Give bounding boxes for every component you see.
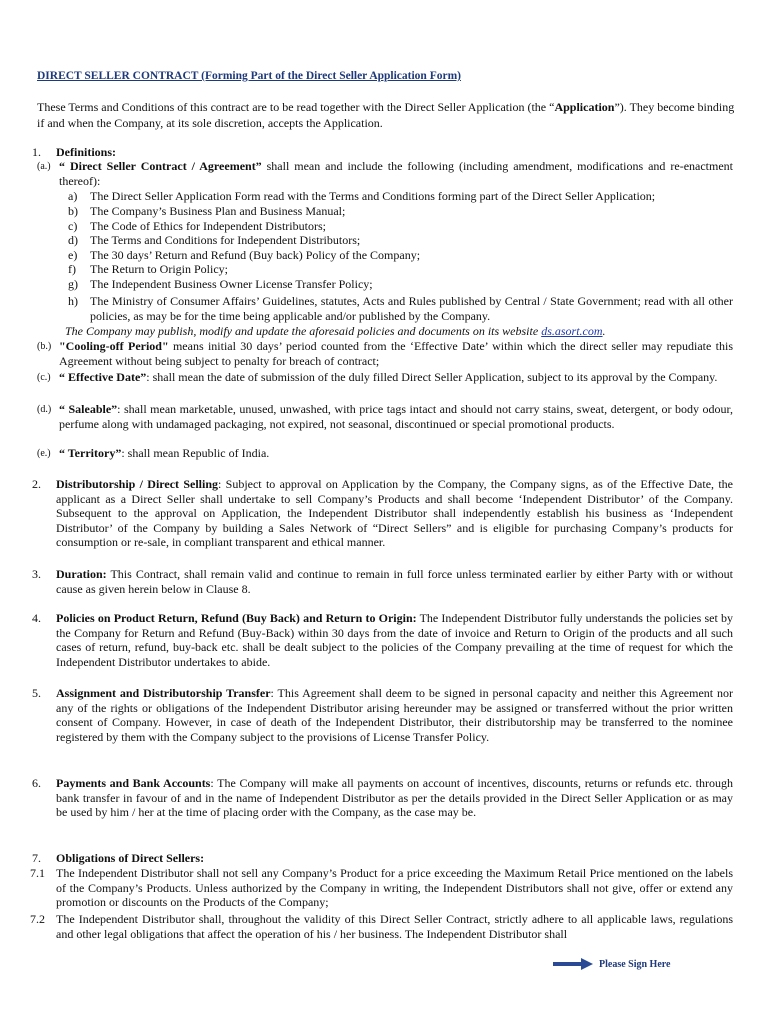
section-7-heading bbox=[56, 851, 204, 866]
section-3-heading: Duration: bbox=[56, 567, 107, 581]
section-2-text: : Subject to approval on Application by the Company, the Company signs, as of the Effective Date, the applicant as a Direct Seller shall undertake to sell Company’s Products and shall become ‘Independent Distributor’ of the Company. Subsequent to the approval on Application, the Independent Distributor shall independently establish his business as ‘Independent Distributor’ of the Company by building a Sales Network of “Direct Sellers” and is eligible for purchasing Company’s products for consumption or re-sale, in compliant transparent and ethical manner. bbox=[56, 477, 733, 550]
def-e-text: : shall mean Republic of India. bbox=[121, 446, 270, 460]
policies-note bbox=[65, 324, 735, 339]
section-4-number: 4. bbox=[32, 611, 41, 625]
section-3-text: This Contract, shall remain valid and continue to remain in full force unless terminated earlier by either Party with or without cause as given herein below in Clause 8. bbox=[56, 567, 733, 596]
def-b-marker: (b.) bbox=[37, 341, 52, 352]
intro-paragraph bbox=[37, 99, 737, 131]
list-item-marker: h) bbox=[68, 294, 78, 308]
section-2-number: 2. bbox=[32, 477, 41, 491]
list-item: The 30 days’ Return and Refund (Buy back) Policy of the Company; bbox=[90, 248, 421, 262]
def-c bbox=[59, 370, 733, 385]
def-b bbox=[59, 339, 733, 368]
section-4-paragraph bbox=[56, 611, 733, 669]
def-d-text: : shall mean marketable, unused, unwashed, with price tags intact and should not carry stains, sweat, detergent, or body odour, perfume along with undamaged packaging, not expired, not seasonal, discontinued or special promotional products. bbox=[59, 402, 733, 431]
list-item: The Ministry of Consumer Affairs’ Guidelines, statutes, Acts and Rules published by Central / State Government; read with all other policies, as may be for the time being applicable and/or published by the Company. bbox=[90, 294, 733, 323]
section-2-heading: Distributorship / Direct Selling bbox=[56, 477, 219, 491]
policies-note-end: . bbox=[602, 324, 606, 338]
def-d-term: “ Saleable” bbox=[59, 402, 118, 416]
section-6-paragraph bbox=[56, 776, 733, 820]
section-5-heading: Assignment and Distributorship Transfer bbox=[56, 686, 271, 700]
def-b-text: means initial 30 days’ period counted from the ‘Effective Date’ within which the direct seller may repudiate this Agreement without being subject to penalty for breach of contract; bbox=[59, 339, 733, 368]
list-item: The Company’s Business Plan and Business Manual; bbox=[90, 204, 346, 218]
section-5-text: : This Agreement shall deem to be signed in personal capacity and neither this Agreement nor any of the rights or obligations of the Independent Distributor arising hereunder may be assigned or transferred without the prior written consent of Company. However, in case of death of the Independent Distributor, their distributorship may be transferred to the nominee registered by them with the Company subject to the provisions of License Transfer Policy. bbox=[56, 686, 733, 744]
clause-7-2-number: 7.2 bbox=[30, 912, 45, 926]
intro-bold-term: Application bbox=[554, 100, 615, 114]
contract-title: DIRECT SELLER CONTRACT (Forming Part of the Direct Seller Application Form) bbox=[37, 70, 461, 82]
def-a-text: shall mean and include the following (including amendment, modifications and re-enactment thereof): bbox=[59, 159, 733, 188]
sign-here-label: Please Sign Here bbox=[599, 958, 671, 970]
website-link[interactable]: ds.asort.com bbox=[541, 324, 603, 338]
sign-here-indicator bbox=[553, 957, 670, 971]
intro-text-end: ”). They become binding if and when the Company, at its sole discretion, accepts the Application. bbox=[37, 100, 735, 130]
def-c-text: : shall mean the date of submission of the duly filled Direct Seller Application, subject to its approval by the Company. bbox=[146, 370, 718, 384]
def-e-marker: (e.) bbox=[37, 448, 51, 459]
list-item: The Independent Business Owner License Transfer Policy; bbox=[90, 277, 373, 291]
intro-text: These Terms and Conditions of this contract are to be read together with the Direct Seller Application (the “ bbox=[37, 100, 555, 114]
def-e-term: “ Territory” bbox=[59, 446, 122, 460]
def-c-term: “ Effective Date” bbox=[59, 370, 147, 384]
section-1-number: 1. bbox=[32, 145, 41, 159]
list-item-marker: d) bbox=[68, 233, 78, 247]
section-1-heading bbox=[56, 145, 116, 160]
list-item-marker: e) bbox=[68, 248, 78, 262]
clause-7-1: The Independent Distributor shall not sell any Company’s Product for a price exceeding the Maximum Retail Price mentioned on the labels of the Company’s Products. Unless authorized by the Company in writing, the Independent Distributors shall not give, offer or extend any promotion or discounts on the Products of the Company; bbox=[56, 866, 733, 910]
list-item-marker: g) bbox=[68, 277, 78, 291]
def-a bbox=[59, 159, 733, 188]
section-4-heading: Policies on Product Return, Refund (Buy Back) and Return to Origin: bbox=[56, 611, 417, 625]
def-a-marker: (a.) bbox=[37, 161, 51, 172]
section-6-heading: Payments and Bank Accounts bbox=[56, 776, 211, 790]
list-item-marker: a) bbox=[68, 189, 78, 203]
def-d bbox=[59, 402, 733, 431]
section-2-paragraph bbox=[56, 477, 733, 550]
def-c-marker: (c.) bbox=[37, 372, 51, 383]
clause-7-2: The Independent Distributor shall, throughout the validity of this Direct Seller Contract, strictly adhere to all applicable laws, regulations and other legal obligations that affect the operation of his / her business. The Independent Distributor shall bbox=[56, 912, 733, 941]
def-e bbox=[59, 446, 733, 461]
section-7-number: 7. bbox=[32, 851, 41, 865]
section-1-heading-text: Definitions: bbox=[56, 145, 116, 159]
section-5-paragraph bbox=[56, 686, 733, 744]
list-item-marker: f) bbox=[68, 262, 76, 276]
section-4-text: The Independent Distributor fully understands the policies set by the Company for Return and Refund (Buy-Back) within 30 days from the date of invoice and Return to Origin of the products and all such cases of return, refund, buy-back etc. shall be dealt subject to the policies of the Company prevailing at the time of request for which the Independent Distributor undertakes to abide. bbox=[56, 611, 733, 669]
list-item: The Return to Origin Policy; bbox=[90, 262, 228, 276]
list-item: The Code of Ethics for Independent Distributors; bbox=[90, 219, 326, 233]
list-item: The Terms and Conditions for Independent Distributors; bbox=[90, 233, 361, 247]
def-a-term: “ Direct Seller Contract / Agreement” bbox=[59, 159, 262, 173]
list-item-marker: b) bbox=[68, 204, 78, 218]
def-b-term: "Cooling-off Period" bbox=[59, 339, 169, 353]
section-3-number: 3. bbox=[32, 567, 41, 581]
clause-7-1-number: 7.1 bbox=[30, 866, 45, 880]
section-7-heading-text: Obligations of Direct Sellers: bbox=[56, 851, 205, 865]
list-item-marker: c) bbox=[68, 219, 78, 233]
section-6-text: : The Company will make all payments on account of incentives, discounts, returns or refunds etc. through bank transfer in favour of and in the name of Independent Distributor as per the details provided in the Direct Seller Application or as may be used by him / her at the time of placing order with the Company, as the case may be. bbox=[56, 776, 733, 820]
policies-note-text: The Company may publish, modify and update the aforesaid policies and documents on its website bbox=[65, 324, 542, 338]
section-6-number: 6. bbox=[32, 776, 41, 790]
arrow-right-icon bbox=[553, 957, 593, 971]
list-item: The Direct Seller Application Form read with the Terms and Conditions forming part of the Direct Seller Application; bbox=[90, 189, 656, 203]
section-5-number: 5. bbox=[32, 686, 41, 700]
def-d-marker: (d.) bbox=[37, 404, 52, 415]
section-3-paragraph bbox=[56, 567, 733, 596]
